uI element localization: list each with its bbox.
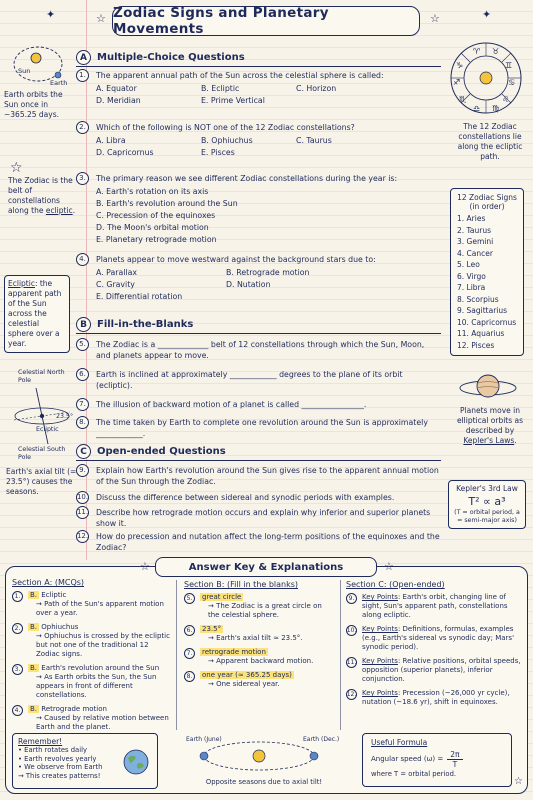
- option: B. Ecliptic: [201, 84, 240, 93]
- section-title: Fill-in-the-Blanks: [97, 319, 194, 330]
- option: D. Meridian: [96, 96, 141, 105]
- sign-item: 11. Aquarius: [457, 329, 505, 338]
- answer-item: 12. Key Points: Precession (~26,000 yr cycle), nutation (~18.6 yr), shift in equinoxes.: [346, 689, 510, 706]
- option: C. Gravity: [96, 280, 135, 289]
- zodiac-wheel-diagram: [448, 40, 524, 116]
- question-text: Earth is inclined at approximately ____________ degrees to the plane of its orbit (ecliptic).: [96, 370, 403, 390]
- earth-label: Earth: [50, 79, 68, 87]
- answer-letter: B.: [30, 705, 38, 713]
- option: C. Taurus: [296, 136, 332, 145]
- kepler-formula: T² ∝ a³: [468, 495, 506, 508]
- sign-item: 3. Gemini: [457, 237, 494, 246]
- remember-item: • Earth rotates daily: [18, 746, 88, 754]
- sign-item: 7. Libra: [457, 283, 486, 292]
- section-title: Multiple-Choice Questions: [97, 52, 245, 63]
- question-number: 6.: [76, 368, 89, 381]
- answer-item: 11. Key Points: Relative positions, orbital speeds, opposition (superior planets), inferior conjunction.: [346, 657, 521, 683]
- answers-section-a: [12, 578, 170, 737]
- option: A. Earth's rotation on its axis: [96, 187, 209, 196]
- option: D. Capricornus: [96, 148, 154, 157]
- col-head: Section A: (MCQs): [12, 578, 85, 587]
- question-text: Discuss the difference between sidereal and synodic periods with examples.: [96, 493, 395, 502]
- option: E. Planetary retrograde motion: [96, 235, 217, 244]
- question-text: Planets appear to move westward against the background stars due to:: [96, 255, 376, 264]
- star-icon: ✦: [482, 8, 492, 21]
- remember-item: • Earth revolves yearly: [18, 754, 97, 763]
- option: A. Parallax: [96, 268, 137, 277]
- answer-item: 4. B. Retrograde motion → Caused by relative motion between Earth and the planet.: [12, 705, 170, 732]
- option: E. Pisces: [201, 148, 235, 157]
- svg-text:♊: ♊: [505, 61, 513, 70]
- svg-text:♏: ♏: [459, 95, 467, 104]
- option: A. Libra: [96, 136, 126, 145]
- zodiac-signs-list: [450, 188, 524, 356]
- answer-item: 10. Key Points: Definitions, formulas, examples (e.g., Earth's sidereal vs synodic day; Mars' synodic period).: [346, 625, 515, 651]
- option: E. Differential rotation: [96, 292, 183, 301]
- planet-note: Planets move in elliptical orbits as described by Kepler's Laws.: [456, 406, 524, 445]
- question-11: [76, 507, 441, 529]
- north-pole-label: Celestial North Pole: [18, 369, 65, 384]
- orbit-note: Earth orbits the Sun once in ~365.25 days.: [4, 90, 63, 119]
- option: A. Equator: [96, 84, 137, 93]
- question-12: [76, 531, 441, 553]
- formula-lhs: Angular speed (ω) =: [371, 755, 444, 763]
- star-icon: ☆: [96, 12, 106, 25]
- svg-text:♎: ♎: [473, 104, 481, 113]
- svg-text:♑: ♑: [456, 61, 464, 70]
- answer-key-title: Answer Key & Explanations: [155, 557, 377, 577]
- question-number: 10.: [76, 491, 89, 504]
- signs-title: 12 Zodiac Signs (in order): [457, 193, 517, 211]
- zodiac-note: The Zodiac is the belt of constellations along the ecliptic.: [8, 176, 76, 215]
- col-head: Section B: (Fill in the blanks): [184, 580, 299, 589]
- col-head: Section C: (Open-ended): [346, 580, 445, 589]
- section-letter: A: [76, 50, 91, 65]
- sign-item: 6. Virgo: [457, 271, 486, 281]
- earth-globe-icon: [122, 748, 150, 776]
- svg-text:♐: ♐: [453, 78, 461, 87]
- sign-item: 4. Cancer: [457, 248, 493, 258]
- answer-item: 5. great circle → The Zodiac is a great circle on the celestial sphere.: [184, 593, 334, 620]
- sun-label: Sun: [18, 67, 31, 75]
- svg-text:♍: ♍: [492, 104, 500, 113]
- question-text: Explain how Earth's revolution around the Sun gives rise to the apparent annual motion of the Sun through the Zodiac.: [96, 466, 439, 486]
- option: E. Prime Vertical: [201, 96, 265, 105]
- divider: [176, 580, 177, 730]
- question-text: The Zodiac is a _____________ belt of 12 constellations through which the Sun, Moon, and planets appear to move.: [96, 340, 425, 360]
- sign-item: 8. Scorpius: [457, 294, 499, 304]
- seasons-caption: Opposite seasons due to axial tilt!: [205, 778, 323, 786]
- divider: [76, 66, 441, 67]
- question-number: 4.: [76, 253, 89, 266]
- sign-item: 2. Taurus: [457, 225, 491, 235]
- section-a-heading: [76, 50, 245, 65]
- remember-title: Remember!: [18, 737, 63, 746]
- question-4: [76, 254, 441, 302]
- option: D. Nutation: [226, 280, 271, 289]
- earth-dec-label: Earth (Dec.): [303, 736, 340, 743]
- sign-item: 9. Sagittarius: [457, 306, 508, 315]
- formula-title: Useful Formula: [371, 738, 428, 747]
- question-6: [76, 369, 441, 391]
- answer-item: 6. 23.5° → Earth's axial tilt ≈ 23.5°.: [184, 625, 334, 643]
- question-number: 7.: [76, 398, 89, 411]
- option: C. Horizon: [296, 84, 337, 93]
- question-1: [76, 70, 441, 106]
- star-icon: ✦: [46, 8, 56, 21]
- star-icon: ☆: [514, 776, 523, 787]
- page-title: Zodiac Signs and Planetary Movements: [112, 6, 420, 36]
- sign-item: 1. Aries: [457, 214, 486, 223]
- kepler-title: Kepler's 3rd Law: [456, 484, 518, 493]
- formula-where: where T = orbital period.: [371, 770, 457, 778]
- question-text: The time taken by Earth to complete one revolution around the Sun is approximately ____________.: [96, 418, 428, 438]
- tilt-angle-label: 23.5°: [56, 413, 74, 420]
- star-icon: ☆: [10, 160, 23, 176]
- question-text: The apparent annual path of the Sun across the celestial sphere is called:: [96, 71, 384, 80]
- question-number: 11.: [76, 506, 89, 519]
- question-text: Describe how retrograde motion occurs and explain why inferior and superior planets show it.: [96, 508, 431, 528]
- answers-section-c: [346, 580, 522, 712]
- divider: [76, 460, 441, 461]
- section-letter: B: [76, 317, 91, 332]
- question-9: [76, 465, 441, 487]
- tilt-note: Earth's axial tilt (= 23.5°) causes the seasons.: [6, 467, 77, 496]
- question-number: 8.: [76, 416, 89, 429]
- question-number: 1.: [76, 69, 89, 82]
- answer-letter: B.: [30, 623, 38, 631]
- section-letter: C: [76, 444, 91, 459]
- question-7: [76, 399, 441, 410]
- answer-item: 9. Key Points: Earth's orbit, changing line of sight, Sun's apparent path, constellations along ecliptic.: [346, 593, 522, 620]
- planet-icon: [458, 370, 518, 404]
- question-number: 3.: [76, 172, 89, 185]
- question-text: The illusion of backward motion of a planet is called ________________.: [96, 400, 367, 409]
- formula-box: [362, 733, 512, 787]
- answer-letter: B.: [30, 591, 38, 599]
- option: C. Precession of the equinoxes: [96, 211, 216, 220]
- ecliptic-label: Ecliptic: [36, 426, 59, 433]
- divider: [76, 333, 441, 334]
- option: B. Earth's revolution around the Sun: [96, 199, 238, 208]
- answers-section-b: [184, 580, 334, 694]
- sign-item: 10. Capricornus: [457, 317, 517, 327]
- svg-text:♉: ♉: [492, 47, 500, 56]
- remember-item: • We observe from Earth: [18, 763, 103, 771]
- question-text: How do precession and nutation affect the long-term positions of the equinoxes and the Zodiac?: [96, 532, 440, 552]
- sign-item: 5. Leo: [457, 260, 480, 269]
- answer-item: 8. one year (≈ 365.25 days) → One sidereal year.: [184, 671, 334, 689]
- question-10: [76, 492, 441, 503]
- question-5: [76, 339, 441, 361]
- answer-item: 2. B. Ophiuchus → Ophiuchus is crossed by the ecliptic but not one of the traditional 12 Zodiac signs.: [12, 623, 170, 659]
- ecliptic-definition: Ecliptic: the apparent path of the Sun across the celestial sphere over a year.: [4, 275, 70, 353]
- question-2: [76, 122, 441, 158]
- sign-item: 12. Pisces: [457, 340, 495, 350]
- star-icon: ☆: [140, 560, 150, 573]
- question-number: 5.: [76, 338, 89, 351]
- svg-text:♈: ♈: [473, 47, 481, 56]
- question-3: [76, 173, 441, 245]
- kepler-legend: (T = orbital period, a = semi-major axis): [454, 509, 520, 524]
- answer-item: 1. B. Ecliptic → Path of the Sun's apparent motion over a year.: [12, 591, 170, 618]
- section-b-heading: [76, 317, 193, 332]
- south-pole-label: Celestial South Pole: [18, 446, 66, 461]
- question-number: 12.: [76, 530, 89, 543]
- star-icon: ☆: [384, 560, 394, 573]
- question-number: 9.: [76, 464, 89, 477]
- formula-fraction: $\frac{2\pi}{T}$: [447, 750, 462, 769]
- svg-text:♌: ♌: [502, 95, 510, 104]
- question-text: The primary reason we see different Zodiac constellations during the year is:: [96, 174, 398, 183]
- question-8: [76, 417, 441, 439]
- section-c-heading: [76, 444, 226, 459]
- option: D. The Moon's orbital motion: [96, 223, 209, 232]
- question-number: 2.: [76, 121, 89, 134]
- section-title: Open-ended Questions: [97, 446, 226, 457]
- answer-letter: B.: [30, 664, 38, 672]
- kepler-box: [448, 480, 526, 529]
- earth-june-label: Earth (June): [186, 736, 222, 743]
- remember-item: → This creates patterns!: [18, 771, 101, 780]
- option: B. Retrograde motion: [226, 268, 310, 277]
- star-icon: ☆: [430, 12, 440, 25]
- svg-text:♋: ♋: [508, 78, 516, 87]
- question-text: Which of the following is NOT one of the 12 Zodiac constellations?: [96, 123, 355, 132]
- option: B. Ophiuchus: [201, 136, 253, 145]
- divider: [340, 580, 341, 730]
- wheel-note: The 12 Zodiac constellations lie along the ecliptic path.: [457, 122, 523, 161]
- answer-item: 7. retrograde motion → Apparent backward motion.: [184, 648, 334, 666]
- answer-item: 3. B. Earth's revolution around the Sun → As Earth orbits the Sun, the Sun appears in front of different constellations.: [12, 664, 170, 700]
